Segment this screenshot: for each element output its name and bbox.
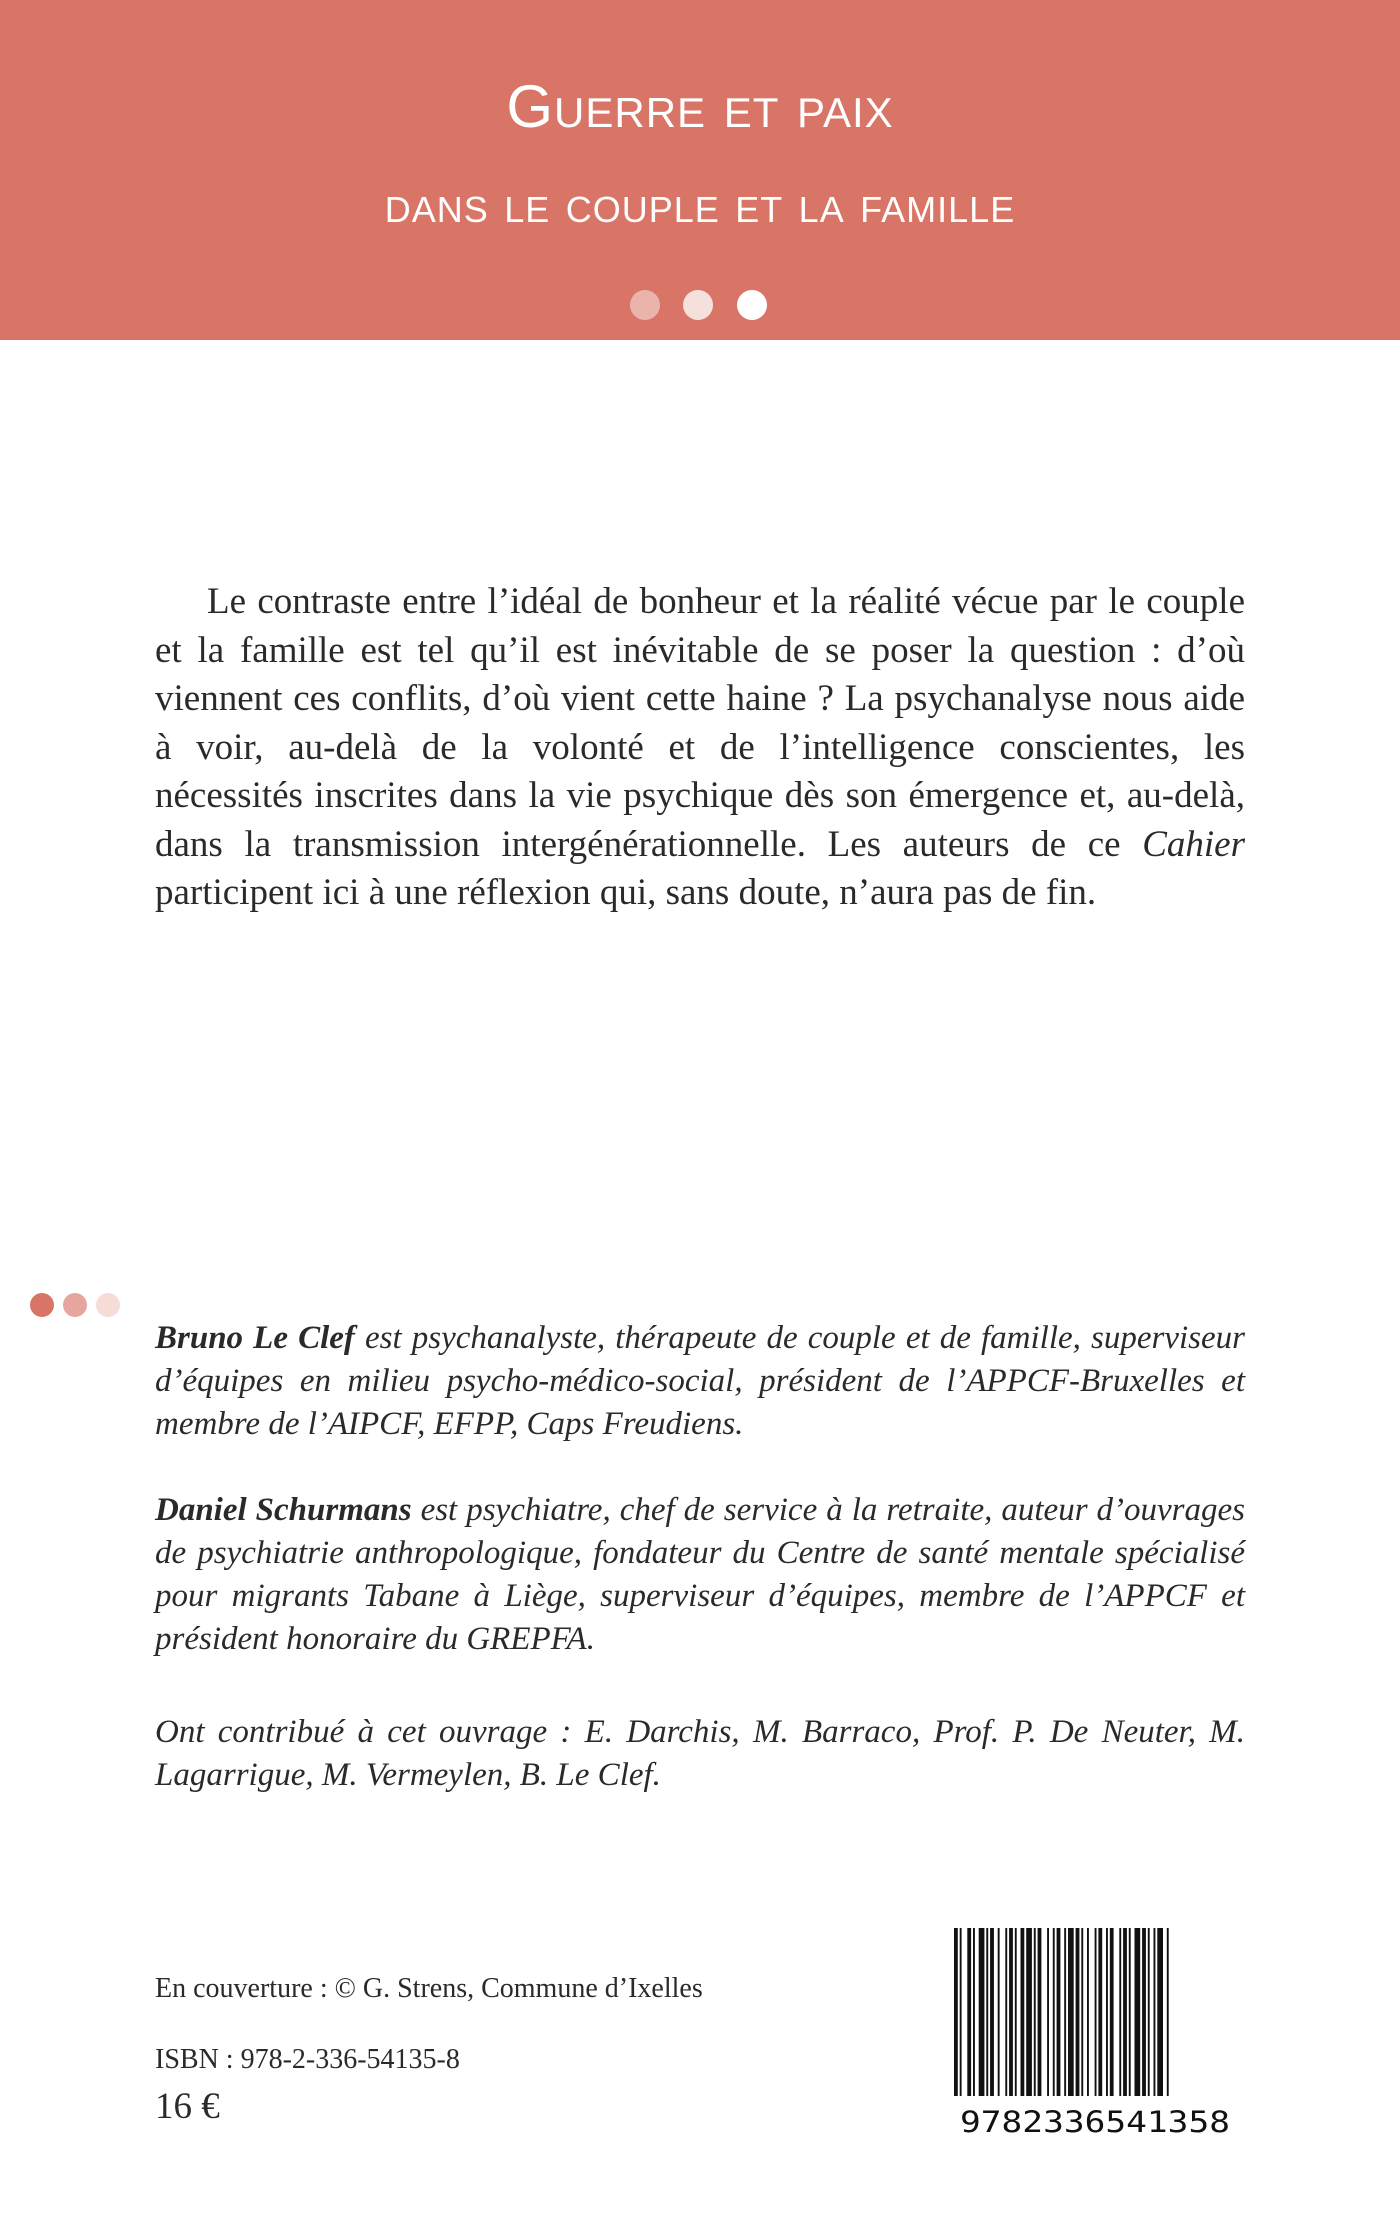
barcode-bar bbox=[1034, 1928, 1036, 2096]
author-bio-text: est psychanalyste, thérapeute de couple et de famille, superviseur d’équipes en milieu psycho-médico-social, président de l’APPCF-Bruxelles et membre de l’AIPCF, EFPP, Caps Freudiens. bbox=[155, 1320, 1245, 1442]
book-title: Guerre et paix bbox=[506, 73, 894, 140]
barcode-bar bbox=[1154, 1928, 1156, 2096]
barcode-bar bbox=[1135, 1928, 1141, 2096]
barcode-bar bbox=[967, 1928, 971, 2096]
barcode-bar bbox=[1119, 1928, 1121, 2096]
barcode-bar bbox=[1064, 1928, 1066, 2096]
banner-dot-3 bbox=[737, 290, 767, 320]
isbn: ISBN : 978-2-336-54135-8 bbox=[155, 2044, 460, 2075]
barcode-bar bbox=[1087, 1928, 1089, 2096]
cover-credit: En couverture : © G. Strens, Commune d’Ixelles bbox=[155, 1973, 703, 2004]
banner-dot-2 bbox=[683, 290, 713, 320]
barcode-bar bbox=[1095, 1928, 1097, 2096]
barcode-bar bbox=[1047, 1928, 1049, 2096]
barcode-bar bbox=[1123, 1928, 1127, 2096]
section-dot-3 bbox=[96, 1293, 120, 1317]
price: 16 € bbox=[155, 2086, 220, 2127]
contributors bbox=[155, 1711, 1245, 1797]
barcode-bar bbox=[986, 1928, 988, 2096]
author-bio-2 bbox=[155, 1489, 1245, 1661]
barcode-bar bbox=[1148, 1928, 1150, 2096]
back-cover-description bbox=[155, 578, 1245, 918]
barcode-bar bbox=[1015, 1928, 1017, 2096]
barcode-bar bbox=[1038, 1928, 1042, 2096]
barcode-bar bbox=[1005, 1928, 1007, 2096]
barcode-bar bbox=[998, 1928, 1000, 2096]
section-dot-2 bbox=[63, 1293, 87, 1317]
barcode-bar bbox=[1098, 1928, 1102, 2096]
author-bio-1 bbox=[155, 1317, 1245, 1446]
barcode-bar bbox=[1009, 1928, 1013, 2096]
barcode-bar bbox=[1081, 1928, 1083, 2096]
section-dot-1 bbox=[30, 1293, 54, 1317]
barcode-bar bbox=[1068, 1928, 1074, 2096]
barcode bbox=[950, 1928, 1240, 2138]
barcode-bar bbox=[1057, 1928, 1061, 2096]
barcode-bar bbox=[1026, 1928, 1032, 2096]
contributors-text: Ont contribué à cet ouvrage : E. Darchis, M. Barraco, Prof. P. De Neuter, M. Lagarrigue, M. Vermeylen, B. Le Clef. bbox=[155, 1714, 1245, 1793]
barcode-bar bbox=[973, 1928, 975, 2096]
description-text-2: participent ici à une réflexion qui, sans doute, n’aura pas de fin. bbox=[155, 872, 1097, 913]
book-subtitle: dans le couple et la famille bbox=[384, 176, 1016, 234]
barcode-bar bbox=[1021, 1928, 1025, 2096]
header-banner bbox=[0, 0, 1400, 340]
author-name: Daniel Schurmans bbox=[155, 1492, 412, 1528]
barcode-bar bbox=[1076, 1928, 1080, 2096]
barcode-bar bbox=[1053, 1928, 1055, 2096]
barcode-bar bbox=[979, 1928, 985, 2096]
banner-dot-1 bbox=[630, 290, 660, 320]
barcode-bar bbox=[1157, 1928, 1163, 2096]
author-bio-text: est psychiatre, chef de service à la retraite, auteur d’ouvrages de psychiatrie anthropologique, fondateur du Centre de santé mentale spécialisé pour migrants Tabane à Liège, superviseur d’équipes, membre de l’APPCF et président honoraire du GREPFA. bbox=[155, 1492, 1245, 1657]
barcode-bar bbox=[1167, 1928, 1169, 2096]
barcode-bar bbox=[1106, 1928, 1108, 2096]
author-name: Bruno Le Clef bbox=[155, 1320, 355, 1356]
barcode-bar bbox=[1110, 1928, 1114, 2096]
description-text-1: Le contraste entre l’idéal de bonheur et la réalité vécue par le couple et la famille est tel qu’il est inévitable de se poser la question : d’où viennent ces conflits, d’où vient cette haine ? La psychanalyse nous aide à voir, au-delà de la volonté et de l’intelligence conscientes, les nécessités inscrites dans la vie psychique dès son émergence et, au-delà, dans la transmission intergénérationnelle. Les auteurs de ce bbox=[155, 581, 1245, 865]
barcode-digits: 9782336541358 bbox=[960, 2105, 1230, 2138]
description-italic-word: Cahier bbox=[1142, 823, 1245, 865]
barcode-bar bbox=[1129, 1928, 1131, 2096]
barcode-bar bbox=[990, 1928, 994, 2096]
barcode-bars bbox=[954, 1928, 1169, 2096]
barcode-bar bbox=[954, 1928, 958, 2096]
barcode-bar bbox=[1142, 1928, 1146, 2096]
barcode-bar bbox=[960, 1928, 962, 2096]
